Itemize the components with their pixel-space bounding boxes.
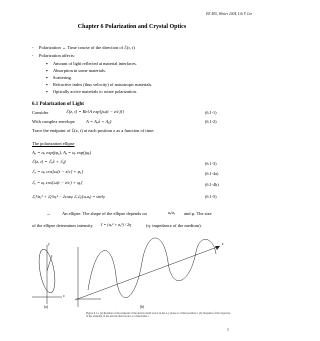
square-bullet-icon: ▪ [46,68,48,73]
square-bullet-icon: ▪ [46,82,48,87]
arrow-right-icon: → [46,211,51,216]
sub-bullet: Refractive index (thus velocity) of anisotropic materials. [53,82,153,87]
equation-number: (6.1-1) [205,110,217,115]
ellipse-shape-text: An ellipse. The shape of the ellipse depends on [62,211,147,216]
x-axis-label: x [63,294,65,298]
page-number: 1 [227,328,229,332]
z-axis-arrowhead [215,246,220,250]
helical-trajectory [88,238,216,298]
sub-bullet: Scattering. [53,75,72,80]
ellipse-shape-text-end: and φ. The size [184,211,212,216]
page-header: EE 485, Winter 2004, Lih Y. Lin [206,12,252,16]
bullet-affects: Polarization affects: [39,53,76,58]
z-axis-line [75,246,220,300]
equation-6-1-1: ℰ(z, t) = Re{A exp[jω(t − z/c)]} [66,109,125,114]
equation-number: (6.1-4b) [205,182,219,187]
y-axis-label: y [48,242,50,246]
intensity-text-end: (η: impedance of the medium). [146,223,202,228]
intensity-text: of the ellipse determines intensity [32,223,93,228]
square-bullet-icon: ▪ [46,61,48,66]
equation-number: (6.1-3) [205,161,217,166]
figure-caption: Figure 6.1-1 (a) Rotation of the endpoint of the electric-field vector in the x-y plane at a fixed position z. (b) Snapshot of the trajectory of the endpoint of the electric-field vector at a fixed time t. [86,312,231,319]
amplitude-ratio: aᵧ/aₓ [168,210,176,215]
sub-bullet: Amount of light reflected at material interfaces. [53,61,137,66]
consider-label: Consider [32,110,49,115]
equation-complex-amplitudes: Aₓ = aₓ exp(jφₓ), Aᵧ = aᵧ exp(jφᵧ) [32,150,92,155]
figure-label-b: (b) [140,305,145,309]
bullet-marker: - [32,53,34,58]
sub-bullet: Optically active materials to rotate polarization. [53,89,137,94]
complex-envelope-label: With complex envelope [32,119,75,124]
equation-6-1-4b: ℰᵧ = aᵧ cos[ω(t − z/c) + φᵧ] [32,180,83,185]
bullet-polarization: Polarization ↔ Time course of the direction of ℰ(r, t) [39,45,135,50]
equation-number: (6.1-4a) [205,171,219,176]
figure-label-a: (a) [44,305,48,309]
equation-6-1-2: A = Aₓx̂ + Aᵧŷ [86,119,112,124]
intensity-equation: I = (aₓ² + aᵧ²) / 2η [101,222,132,227]
bullet-marker: - [32,45,34,50]
section-heading: 6.1 Polarization of Light [32,102,84,107]
equation-number: (6.1-5) [205,194,217,199]
ellipse-heading: The polarization ellipse [32,141,75,146]
chapter-title: Chapter 6 Polarization and Crystal Optics [77,24,187,30]
sub-bullet: Absorption in some materials. [53,68,106,73]
equation-6-1-3: ℰ(z, t) = ℰₓx̂ + ℰᵧŷ [32,159,67,164]
z-axis-label: z [222,242,224,246]
square-bullet-icon: ▪ [46,89,48,94]
equation-number: (6.1-2) [205,119,217,124]
field-vector-arrow [47,255,52,271]
square-bullet-icon: ▪ [46,75,48,80]
trace-sentence: Trace the endpoint of ℰ(z, t) at each position z as a function of time. [32,128,155,133]
equation-6-1-4a: ℰₓ = aₓ cos[ω(t − z/c) + φₓ] [32,169,84,174]
equation-6-1-5: ℰₓ²/aₓ² + ℰᵧ²/aᵧ² − 2cosφ ℰₓℰᵧ/(aₓaᵧ) = sin²φ [32,194,105,199]
